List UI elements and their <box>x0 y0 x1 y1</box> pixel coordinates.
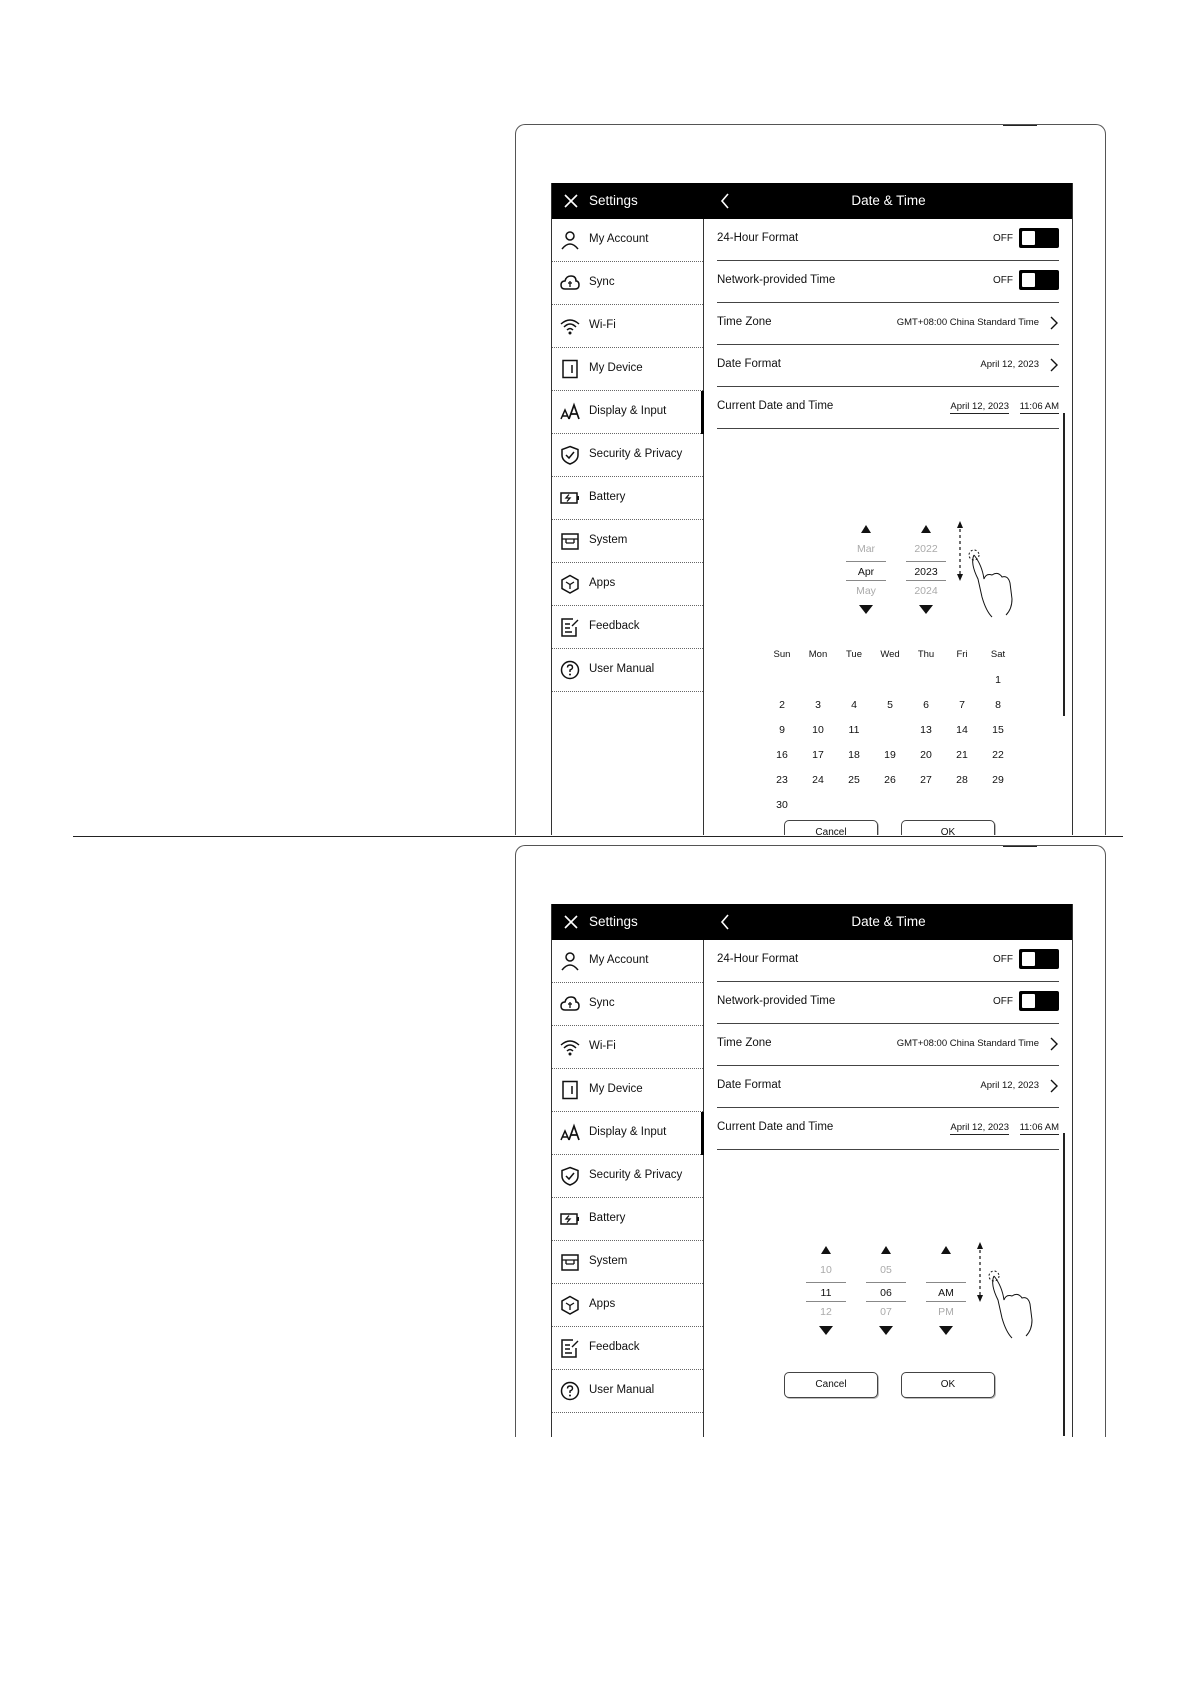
month-next: May <box>856 585 876 597</box>
sidebar-item-security[interactable] <box>552 1155 703 1198</box>
arrow-up-icon[interactable] <box>941 1246 951 1254</box>
calendar-day[interactable]: 6 <box>923 699 929 711</box>
time-zone-label: Time Zone <box>717 316 772 328</box>
arrow-up-icon[interactable] <box>861 525 871 533</box>
feedback-icon <box>560 1338 580 1358</box>
calendar-day[interactable]: 5 <box>887 699 893 711</box>
battery-icon <box>560 488 580 508</box>
hour-picker[interactable] <box>806 1246 846 1346</box>
weekday-header: Sun <box>773 649 791 660</box>
sidebar-item-label: Feedback <box>589 1341 640 1353</box>
weekday-header: Fri <box>956 649 968 660</box>
minute-picker[interactable] <box>866 1246 906 1346</box>
calendar-day-selected[interactable]: 12 <box>875 720 905 740</box>
weekday-header: Wed <box>880 649 900 660</box>
device-icon <box>560 1080 580 1100</box>
hour-format-state: OFF <box>993 233 1013 244</box>
arrow-up-icon[interactable] <box>821 1246 831 1254</box>
hour-format-state: OFF <box>993 954 1013 965</box>
calendar-day[interactable]: 10 <box>812 724 824 736</box>
top-bar <box>552 183 1072 219</box>
sidebar-item-label: Sync <box>589 997 615 1009</box>
sidebar-item-label: Security & Privacy <box>589 1169 683 1181</box>
hour-format-toggle[interactable] <box>1019 949 1059 969</box>
time-zone-row[interactable] <box>717 303 1059 345</box>
arrow-down-icon[interactable] <box>919 605 933 614</box>
settings-title: Settings <box>589 914 638 929</box>
current-date-value[interactable]: April 12, 2023 <box>950 401 1009 412</box>
shield-check-icon <box>560 1166 580 1186</box>
swipe-gesture-icon <box>972 1240 1038 1340</box>
arrow-up-icon[interactable] <box>881 1246 891 1254</box>
arrow-down-icon[interactable] <box>879 1326 893 1335</box>
calendar-day[interactable]: 17 <box>812 749 824 761</box>
sidebar-item-label: Security & Privacy <box>589 448 683 460</box>
ok-button[interactable]: OK <box>901 1372 995 1398</box>
cloud-sync-icon <box>560 994 580 1014</box>
sidebar-item-sync[interactable] <box>552 983 703 1026</box>
wifi-icon <box>560 316 580 336</box>
chevron-right-icon <box>1050 316 1058 330</box>
time-zone-row[interactable] <box>717 1024 1059 1066</box>
sidebar-item-label: Display & Input <box>589 405 667 417</box>
sidebar-item-wifi[interactable] <box>552 305 703 348</box>
network-time-row[interactable] <box>717 261 1059 303</box>
sidebar-item-wifi[interactable] <box>552 1026 703 1069</box>
sidebar-item-system[interactable] <box>552 1241 703 1284</box>
calendar-day[interactable]: 22 <box>992 749 1004 761</box>
sidebar-item-label: Wi-Fi <box>589 319 616 331</box>
sidebar-item-user-manual[interactable] <box>552 649 703 692</box>
sidebar-item-label: My Device <box>589 1083 643 1095</box>
hour-next: 12 <box>820 1306 832 1318</box>
calendar-day[interactable]: 18 <box>848 749 860 761</box>
calendar-day[interactable]: 7 <box>959 699 965 711</box>
sidebar-item-feedback[interactable] <box>552 606 703 649</box>
person-icon <box>560 230 580 250</box>
sidebar-item-label: Battery <box>589 1212 626 1224</box>
settings-sidebar <box>552 940 704 1437</box>
date-time-panel <box>703 219 1072 835</box>
font-size-icon <box>560 1123 580 1143</box>
help-circle-icon <box>560 1381 580 1401</box>
calendar-day[interactable]: 19 <box>884 749 896 761</box>
date-format-label: Date Format <box>717 358 781 370</box>
current-date-time-row <box>717 387 1059 429</box>
device-frame-date <box>515 124 1106 835</box>
device-icon <box>560 359 580 379</box>
arrow-down-icon[interactable] <box>819 1326 833 1335</box>
sidebar-item-my-device[interactable] <box>552 348 703 391</box>
current-date-value[interactable]: April 12, 2023 <box>950 1122 1009 1133</box>
calendar-day[interactable]: 9 <box>779 724 785 736</box>
network-time-state: OFF <box>993 275 1013 286</box>
time-zone-value: GMT+08:00 China Standard Time <box>896 1038 1039 1049</box>
device-frame-time <box>515 845 1106 1437</box>
date-format-row[interactable] <box>717 1066 1059 1108</box>
sidebar-item-label: Feedback <box>589 620 640 632</box>
ampm-selected: AM <box>926 1282 966 1302</box>
sidebar-item-label: System <box>589 1255 628 1267</box>
date-format-row[interactable] <box>717 345 1059 387</box>
calendar-day[interactable]: 15 <box>992 724 1004 736</box>
page-divider <box>73 836 1123 837</box>
chevron-right-icon <box>1050 358 1058 372</box>
hour-format-toggle[interactable] <box>1019 228 1059 248</box>
hour-format-row[interactable] <box>717 219 1059 261</box>
calendar-day[interactable]: 3 <box>815 699 821 711</box>
ampm-picker[interactable] <box>926 1246 966 1346</box>
apps-cube-icon <box>560 1295 580 1315</box>
sidebar-item-label: Display & Input <box>589 1126 667 1138</box>
settings-screen-date <box>551 183 1073 835</box>
scrollbar[interactable] <box>1063 1133 1065 1436</box>
chevron-right-icon <box>1050 1037 1058 1051</box>
year-prev: 2022 <box>914 543 938 555</box>
apps-cube-icon <box>560 574 580 594</box>
calendar-day[interactable]: 20 <box>920 749 932 761</box>
year-picker[interactable] <box>906 525 946 625</box>
weekday-header: Sat <box>990 649 1006 660</box>
calendar-day[interactable]: 2 <box>779 699 785 711</box>
sidebar-item-my-account[interactable] <box>552 219 703 262</box>
shield-check-icon <box>560 445 580 465</box>
weekday-header: Mon <box>808 649 828 660</box>
cloud-sync-icon <box>560 273 580 293</box>
sidebar-item-apps[interactable] <box>552 563 703 606</box>
calendar-day[interactable]: 4 <box>851 699 857 711</box>
network-time-label: Network-provided Time <box>717 995 836 1007</box>
sidebar-item-display-input[interactable] <box>552 391 703 434</box>
date-format-value: April 12, 2023 <box>980 359 1039 370</box>
calendar-day[interactable]: 8 <box>995 699 1001 711</box>
arrow-down-icon[interactable] <box>939 1326 953 1335</box>
sidebar-item-label: User Manual <box>589 663 655 675</box>
settings-screen-time <box>551 904 1073 1437</box>
hour-format-row[interactable] <box>717 940 1059 982</box>
ok-button[interactable]: OK <box>901 820 995 835</box>
page-title: Date & Time <box>851 914 926 929</box>
close-icon[interactable] <box>562 192 580 210</box>
feedback-icon <box>560 617 580 637</box>
arrow-up-icon[interactable] <box>921 525 931 533</box>
calendar-day[interactable]: 16 <box>776 749 788 761</box>
close-icon[interactable] <box>562 913 580 931</box>
year-selected: 2023 <box>906 561 946 581</box>
cancel-button[interactable]: Cancel <box>784 820 878 835</box>
hour-format-label: 24-Hour Format <box>717 953 799 965</box>
calendar-day[interactable]: 1 <box>995 674 1001 686</box>
current-date-time-label: Current Date and Time <box>717 400 834 412</box>
date-format-value: April 12, 2023 <box>980 1080 1039 1091</box>
date-time-panel <box>703 940 1072 1437</box>
date-format-label: Date Format <box>717 1079 781 1091</box>
sidebar-item-label: Battery <box>589 491 626 503</box>
sidebar-item-system[interactable] <box>552 520 703 563</box>
calendar-day[interactable]: 30 <box>776 799 788 811</box>
sidebar-item-label: System <box>589 534 628 546</box>
sidebar-item-user-manual[interactable] <box>552 1370 703 1413</box>
weekday-header: Tue <box>845 649 863 660</box>
settings-sidebar <box>552 219 704 835</box>
swipe-gesture-icon <box>952 519 1018 619</box>
cancel-button[interactable]: Cancel <box>784 1372 878 1398</box>
settings-title: Settings <box>589 193 638 208</box>
current-date-time-row <box>717 1108 1059 1150</box>
sidebar-item-sync[interactable] <box>552 262 703 305</box>
power-button <box>1003 845 1037 847</box>
minute-next: 07 <box>880 1306 892 1318</box>
hour-format-label: 24-Hour Format <box>717 232 799 244</box>
sidebar-item-battery[interactable] <box>552 477 703 520</box>
time-zone-label: Time Zone <box>717 1037 772 1049</box>
sidebar-item-apps[interactable] <box>552 1284 703 1327</box>
weekday-header: Thu <box>917 649 935 660</box>
calendar-day[interactable]: 21 <box>956 749 968 761</box>
person-icon <box>560 951 580 971</box>
network-time-label: Network-provided Time <box>717 274 836 286</box>
month-picker[interactable] <box>846 525 886 625</box>
top-bar <box>552 904 1072 940</box>
ampm-next: PM <box>938 1306 954 1318</box>
network-time-toggle[interactable] <box>1019 270 1059 290</box>
month-selected: Apr <box>846 561 886 581</box>
network-time-row[interactable] <box>717 982 1059 1024</box>
wifi-icon <box>560 1037 580 1057</box>
sidebar-item-label: Wi-Fi <box>589 1040 616 1052</box>
year-next: 2024 <box>914 585 938 597</box>
font-size-icon <box>560 402 580 422</box>
sidebar-item-label: My Account <box>589 233 649 245</box>
chevron-right-icon <box>1050 1079 1058 1093</box>
calendar-day[interactable]: 14 <box>956 724 968 736</box>
network-time-toggle[interactable] <box>1019 991 1059 1011</box>
system-icon <box>560 531 580 551</box>
sidebar-item-label: My Device <box>589 362 643 374</box>
calendar-day[interactable]: 28 <box>956 774 968 786</box>
arrow-down-icon[interactable] <box>859 605 873 614</box>
sidebar-item-label: Apps <box>589 577 616 589</box>
network-time-state: OFF <box>993 996 1013 1007</box>
sidebar-item-my-account[interactable] <box>552 940 703 983</box>
calendar-day[interactable]: 24 <box>812 774 824 786</box>
system-icon <box>560 1252 580 1272</box>
calendar-day[interactable]: 11 <box>848 724 860 736</box>
calendar-day[interactable]: 26 <box>884 774 896 786</box>
sidebar-item-label: Sync <box>589 276 615 288</box>
sidebar-item-security[interactable] <box>552 434 703 477</box>
battery-icon <box>560 1209 580 1229</box>
calendar-day[interactable]: 13 <box>920 724 932 736</box>
current-time-value[interactable]: 11:06 AM <box>1019 1122 1059 1133</box>
current-date-time-label: Current Date and Time <box>717 1121 834 1133</box>
hour-prev: 10 <box>820 1264 832 1276</box>
sidebar-item-display-input[interactable] <box>552 1112 703 1155</box>
sidebar-item-feedback[interactable] <box>552 1327 703 1370</box>
sidebar-item-label: My Account <box>589 954 649 966</box>
power-button <box>1003 124 1037 126</box>
hour-selected: 11 <box>806 1282 846 1302</box>
calendar-day[interactable]: 29 <box>992 774 1004 786</box>
month-prev: Mar <box>856 543 876 555</box>
minute-prev: 05 <box>880 1264 892 1276</box>
minute-selected: 06 <box>866 1282 906 1302</box>
sidebar-item-battery[interactable] <box>552 1198 703 1241</box>
current-time-value[interactable]: 11:06 AM <box>1019 401 1059 412</box>
calendar-day[interactable]: 27 <box>920 774 932 786</box>
time-zone-value: GMT+08:00 China Standard Time <box>896 317 1039 328</box>
sidebar-item-label: User Manual <box>589 1384 655 1396</box>
sidebar-item-my-device[interactable] <box>552 1069 703 1112</box>
calendar-day[interactable]: 25 <box>848 774 860 786</box>
help-circle-icon <box>560 660 580 680</box>
page-title: Date & Time <box>851 193 926 208</box>
calendar-day[interactable]: 23 <box>776 774 788 786</box>
scrollbar[interactable] <box>1063 413 1065 716</box>
sidebar-item-label: Apps <box>589 1298 616 1310</box>
